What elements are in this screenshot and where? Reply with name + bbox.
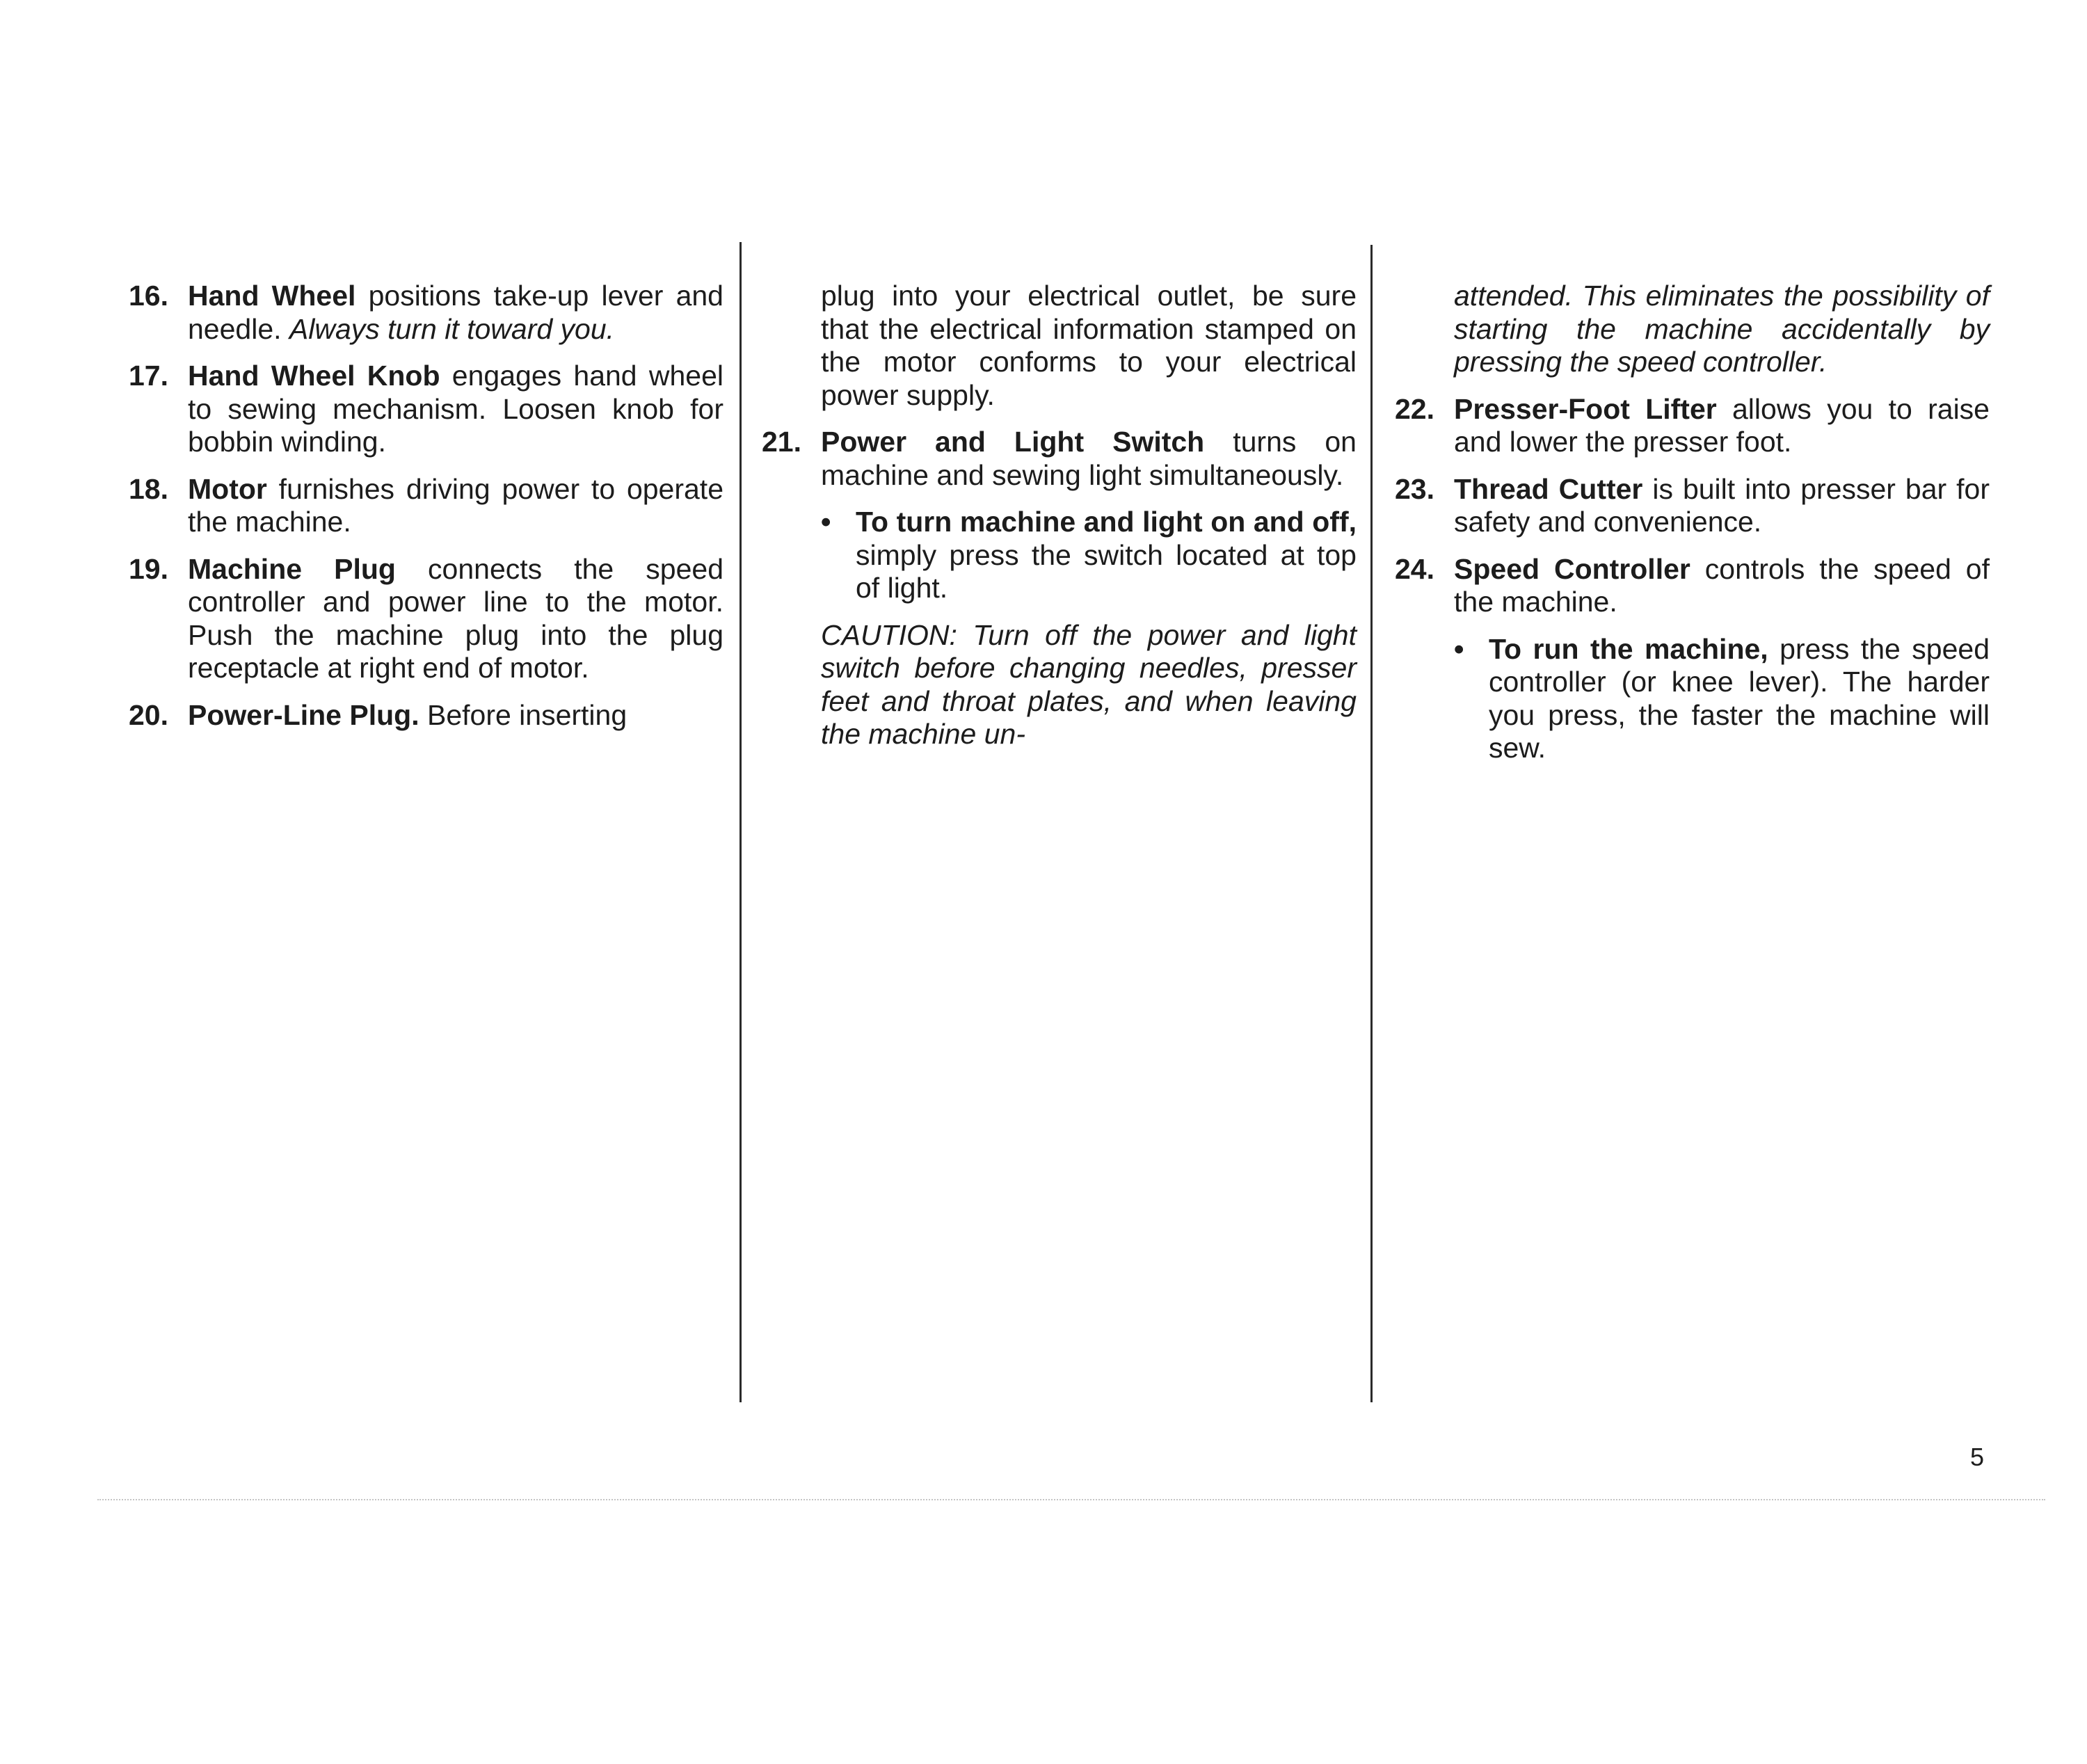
item-number: 20.: [129, 698, 168, 731]
item-text: allows you to raise and lower the presser foot.: [1454, 392, 1990, 458]
bullet-term: To turn machine and light on and off,: [856, 506, 1357, 538]
left-column: [129, 280, 723, 746]
item-italic-note: Always turn it toward you.: [289, 312, 615, 345]
bullet-term: To run the machine,: [1489, 632, 1768, 665]
bullet-wrapper: [1395, 633, 1990, 765]
caution-paragraph: CAUTION: Turn off the power and light switch before changing needles, presser feet and throat plates, and when leaving the machine un-: [821, 618, 1357, 750]
bullet-run-machine: [1454, 633, 1990, 765]
item-number: 21.: [762, 426, 801, 458]
bullet-text: press the speed controller (or knee lever). The harder you press, the faster the machine will sew.: [1489, 632, 1990, 764]
item-22-presser-foot-lifter: [1395, 393, 1990, 459]
item-23-thread-cutter: [1395, 473, 1990, 539]
item-term: Hand Wheel Knob: [188, 360, 440, 392]
item-number: 17.: [129, 360, 168, 392]
item-21-power-and-light-switch: [762, 426, 1357, 492]
item-18-motor: [129, 473, 723, 539]
item-number: 24.: [1395, 552, 1434, 585]
item-number: 16.: [129, 280, 168, 312]
item-number: 22.: [1395, 392, 1434, 425]
bullet-wrapper: [762, 506, 1357, 605]
item-term: Thread Cutter: [1454, 472, 1643, 505]
item-text: connects the speed controller and power line to the motor. Push the machine plug into the plug receptacle at right end of motor.: [188, 552, 723, 684]
page-number: 5: [1970, 1443, 1985, 1471]
item-text: turns on machine and sewing light simultaneously.: [821, 426, 1357, 491]
item-text: positions take-up lever and needle.: [188, 280, 723, 345]
item-term: Hand Wheel: [188, 280, 356, 312]
item-term: Power-Line Plug.: [188, 698, 419, 731]
bottom-dotted-border: [97, 1499, 2045, 1500]
item-term: Speed Controller: [1454, 552, 1690, 585]
middle-column: [762, 280, 1357, 765]
item-term: Motor: [188, 472, 267, 505]
item-number: 18.: [129, 472, 168, 505]
item-number: 23.: [1395, 472, 1434, 505]
item-text: furnishes driving power to operate the machine.: [188, 472, 723, 538]
item-17-hand-wheel-knob: [129, 360, 723, 459]
bullet-turn-on-off: [821, 506, 1357, 605]
item-text: is built into presser bar for safety and convenience.: [1454, 472, 1990, 538]
item-term: Power and Light Switch: [821, 426, 1205, 458]
bullet-dot: •: [821, 506, 831, 538]
continuation-paragraph: plug into your electrical outlet, be sure that the electrical information stamped on the motor conforms to your electrical power supply.: [821, 280, 1357, 411]
item-24-speed-controller: [1395, 553, 1990, 619]
item-term: Machine Plug: [188, 552, 396, 585]
item-20-power-line-plug: [129, 699, 723, 732]
item-text: Before inserting: [419, 698, 627, 731]
continuation-paragraph: attended. This eliminates the possibility of starting the machine accidentally by pressing the speed controller.: [1454, 280, 1990, 378]
item-16-hand-wheel: [129, 280, 723, 346]
item-text: controls the speed of the machine.: [1454, 552, 1990, 618]
right-column: [1395, 280, 1990, 779]
bullet-text: simply press the switch located at top of light.: [856, 538, 1357, 604]
item-term: Presser-Foot Lifter: [1454, 392, 1717, 425]
column-divider-right: [1370, 245, 1373, 1402]
item-text: engages hand wheel to sewing mechanism. Loosen knob for bobbin winding.: [188, 360, 723, 458]
item-number: 19.: [129, 552, 168, 585]
column-divider-left: [739, 242, 742, 1402]
bullet-dot: •: [1454, 632, 1464, 665]
item-19-machine-plug: [129, 553, 723, 685]
